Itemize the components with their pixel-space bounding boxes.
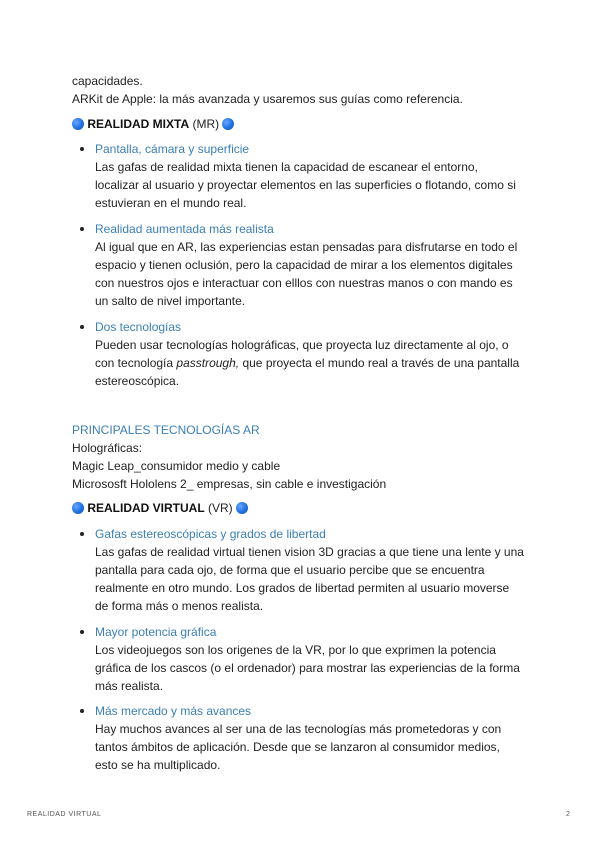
virtual-item-3-line-3: esto se ha multiplicado. [95,758,221,772]
mixta-heading [72,115,234,133]
virtual-heading [72,499,248,517]
mixta-item-1-line-2: localizar al usuario y proyectar elementos en las superficies o flotando, como si [95,178,516,192]
mixta-item-3-line-2 [95,354,519,372]
virtual-item-1-line-4: de forma más o menos realista. [95,599,264,613]
mixta-item-3-line-3: estereoscópica. [95,374,180,388]
bullet-icon [80,709,84,713]
mixta-item-2-line-2: espacio y tienen oclusión, pero la capacidad de mirar a los elementos digitales [95,258,513,272]
mixta-item-1-title: Pantalla, cámara y superficie [95,142,250,156]
virtual-item-3-line-1: Hay muchos avances al ser una de las tecnologías más prometedoras y con [95,722,502,736]
mixta-item-3-line-2-em: passtrough, [176,356,240,370]
bullet-icon [80,147,84,151]
bullet-icon [80,532,84,536]
ar-tech-line-3: Micrososft Hololens 2_ empresas, sin cable e investigación [72,477,387,491]
blue-circle-icon [72,502,84,514]
mixta-heading-rest: (MR) [189,117,220,131]
virtual-item-1-line-2: pantalla para cada ojo, de forma que el usuario percibe que se encuentra [95,563,485,577]
mixta-item-3-line-2-post: que proyecta el mundo real a través de una pantalla [239,356,520,370]
mixta-item-1-line-1: Las gafas de realidad mixta tienen la capacidad de escanear el entorno, [95,160,478,174]
blue-circle-icon [236,502,248,514]
intro-line-1: capacidades. [72,74,143,88]
virtual-item-3-line-2: tantos ámbitos de aplicación. Desde que se lanzaron al consumidor medios, [95,740,500,754]
blue-circle-icon [72,118,84,130]
mixta-item-2-line-4: un salto de nivel importante. [95,294,246,308]
mixta-item-1-line-3: estuvieran en el mundo real. [95,196,247,210]
mixta-heading-bold: REALIDAD MIXTA [87,117,190,131]
intro-line-2: ARKit de Apple: la más avanzada y usaremos sus guías como referencia. [72,92,463,106]
footer-label: REALIDAD VIRTUAL [27,811,102,818]
virtual-heading-bold: REALIDAD VIRTUAL [87,501,205,515]
virtual-heading-rest: (VR) [204,501,233,515]
blue-circle-icon [222,118,234,130]
bullet-icon [80,325,84,329]
mixta-item-3-line-1: Pueden usar tecnologías holográficas, que proyecta luz directamente al ojo, o [95,338,509,352]
bullet-icon [80,630,84,634]
mixta-item-2-line-3: con nuestros ojos e interactuar con elllos con nuestras manos o con mando es [95,276,513,290]
ar-tech-title: PRINCIPALES TECNOLOGÍAS AR [72,423,260,437]
virtual-item-1-line-1: Las gafas de realidad virtual tienen vision 3D gracias a que tiene una lente y una [95,545,524,559]
ar-tech-line-1: Holográficas: [72,441,143,455]
virtual-item-2-title: Mayor potencia gráfica [95,625,217,639]
virtual-item-1-line-3: realmente en otro mundo. Los grados de libertad permiten al usuario moverse [95,581,510,595]
virtual-item-2-line-2: gráfica de los cascos (o el ordenador) para mostrar las experiencias de la forma [95,661,520,675]
virtual-item-2-line-1: Los videojuegos son los origenes de la VR, por lo que exprimen la potencia [95,643,496,657]
bullet-icon [80,227,84,231]
mixta-item-3-line-2-pre: con tecnología [95,356,177,370]
mixta-item-2-title: Realidad aumentada más realista [95,222,274,236]
virtual-item-2-line-3: más realista. [95,679,164,693]
mixta-item-2-line-1: Al igual que en AR, las experiencias estan pensadas para disfrutarse en todo el [95,240,518,254]
virtual-item-1-title: Gafas estereoscópicas y grados de libertad [95,527,326,541]
ar-tech-line-2: Magic Leap_consumidor medio y cable [72,459,281,473]
mixta-item-3-title: Dos tecnologías [95,320,182,334]
footer-page-number: 2 [566,811,571,818]
virtual-item-3-title: Más mercado y más avances [95,704,252,718]
